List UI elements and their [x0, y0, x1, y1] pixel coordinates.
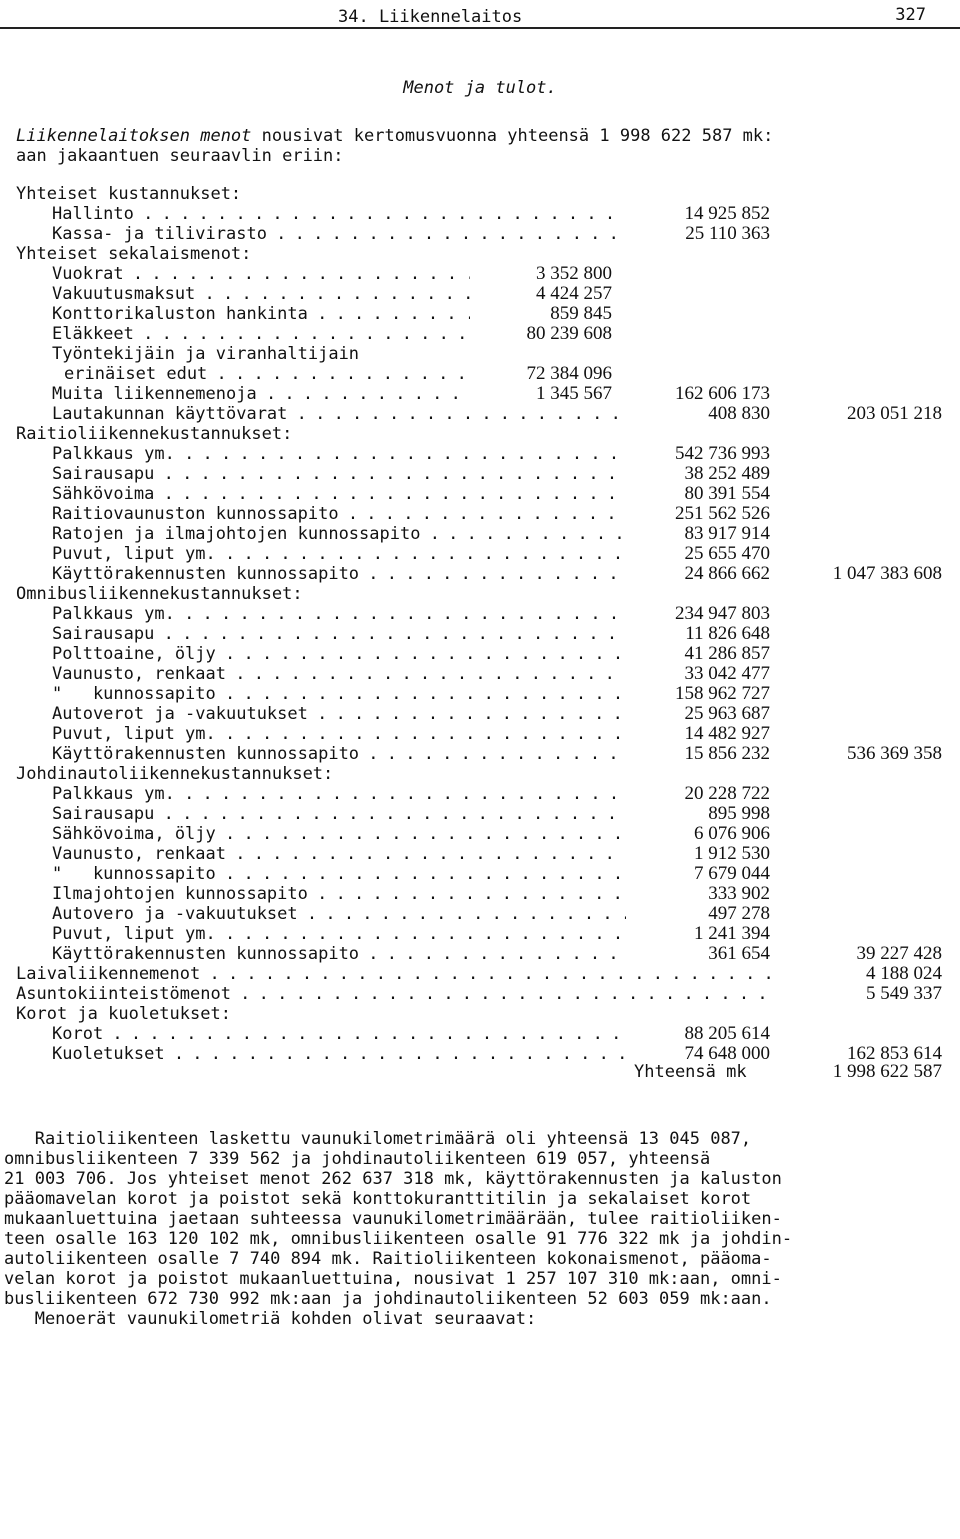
intro-lead: Liikennelaitoksen menot	[16, 126, 252, 146]
row-label: Konttorikaluston hankinta . . .	[52, 304, 470, 324]
amount-c2: 88 205 614	[684, 1023, 770, 1044]
table-row	[0, 964, 960, 984]
table-row	[0, 644, 960, 664]
table-row	[0, 764, 960, 784]
intro-line-2: aan jakaantuen seuraavlin eriin:	[16, 146, 344, 166]
row-label: Sähkövoima, öljy . . .	[52, 824, 626, 844]
amount-c2: 83 917 914	[684, 523, 770, 544]
amount-c2: 14 482 927	[684, 723, 770, 744]
table-row	[0, 244, 960, 264]
table-row	[0, 224, 960, 244]
row-heading: Yhteiset sekalaismenot:	[16, 244, 252, 264]
amount-c2: 20 228 722	[684, 783, 770, 804]
row-label: " kunnossapito . . .	[52, 684, 626, 704]
table-row	[0, 524, 960, 544]
table-row	[0, 904, 960, 924]
amount-c3: 203 051 218	[847, 403, 942, 424]
amount-c2: 74 648 000	[684, 1043, 770, 1064]
row-label: Polttoaine, öljy . . .	[52, 644, 626, 664]
row-label: Laivaliikennemenot . . .	[16, 964, 776, 984]
row-label: Käyttörakennusten kunnossapito . . .	[52, 944, 626, 964]
table-row	[0, 724, 960, 744]
amount-c2: 25 110 363	[685, 223, 770, 244]
row-label: Vakuutusmaksut . . .	[52, 284, 470, 304]
amount-c2: 25 655 470	[684, 543, 770, 564]
table-row	[0, 944, 960, 964]
paragraph-line: Menoerät vaunukilometriä kohden olivat seuraavat:	[4, 1309, 537, 1329]
amount-c3: 162 853 614	[847, 1043, 942, 1064]
row-label: Käyttörakennusten kunnossapito . . .	[52, 744, 626, 764]
table-row	[0, 504, 960, 524]
amount-c2: 542 736 993	[675, 443, 770, 464]
page-number: 327	[895, 5, 926, 25]
amount-c2: 158 962 727	[675, 683, 770, 704]
amount-c1: 72 384 096	[526, 363, 612, 384]
amount-c2: 38 252 489	[684, 463, 770, 484]
table-row	[0, 784, 960, 804]
table-row	[0, 544, 960, 564]
row-label: Palkkaus ym. . . .	[52, 444, 626, 464]
row-heading: Yhteiset kustannukset:	[16, 184, 242, 204]
table-row	[0, 324, 960, 344]
paragraph-line: teen osalle 163 120 102 mk, omnibusliikenteen osalle 91 776 322 mk ja johdin-	[4, 1229, 793, 1249]
amount-c2: 251 562 526	[675, 503, 770, 524]
row-label: Puvut, liput ym. . . .	[52, 724, 626, 744]
intro-lead-rest: nousivat kertomusvuonna yhteensä 1 998 622 587 mk:	[251, 126, 774, 146]
paragraph-line: mukaanluettuina jaetaan suhteessa vaunukilometrimäärään, tulee raitioliiken-	[4, 1209, 782, 1229]
amount-c2: 7 679 044	[694, 863, 770, 884]
amount-c2: 11 826 648	[685, 623, 770, 644]
row-label: Puvut, liput ym. . . .	[52, 544, 626, 564]
table-row	[0, 264, 960, 284]
table-row	[0, 304, 960, 324]
row-heading: Johdinautoliikennekustannukset:	[16, 764, 334, 784]
table-row	[0, 664, 960, 684]
row-label: Hallinto . . .	[52, 204, 626, 224]
amount-c2: 41 286 857	[684, 643, 770, 664]
total-row	[0, 1062, 960, 1082]
row-label: Muita liikennemenoja . . .	[52, 384, 470, 404]
table-row	[0, 344, 960, 364]
amount-c2: 24 866 662	[684, 563, 770, 584]
table-row	[0, 1044, 960, 1064]
paragraph-line: velan korot ja poistot mukaanluettuina, nousivat 1 257 107 310 mk:aan, omni-	[4, 1269, 782, 1289]
row-label: Autovero ja -vakuutukset . . .	[52, 904, 626, 924]
amount-c2: 80 391 554	[684, 483, 770, 504]
amount-c2: 408 830	[708, 403, 770, 424]
table-row	[0, 284, 960, 304]
amount-c2: 497 278	[708, 903, 770, 924]
table-row	[0, 864, 960, 884]
table-row	[0, 984, 960, 1004]
table-row	[0, 684, 960, 704]
running-head	[0, 5, 960, 29]
row-label: Vaunusto, renkaat . . .	[52, 664, 626, 684]
table-row	[0, 824, 960, 844]
row-heading: Omnibusliikennekustannukset:	[16, 584, 303, 604]
amount-c3: 5 549 337	[866, 983, 942, 1004]
amount-c2: 333 902	[708, 883, 770, 904]
chapter-title: 34. Liikennelaitos	[338, 7, 523, 27]
row-label: Raitiovaunuston kunnossapito . . .	[52, 504, 626, 524]
table-row	[0, 204, 960, 224]
row-label: Sairausapu . . .	[52, 624, 626, 644]
table-row	[0, 924, 960, 944]
table-row	[0, 804, 960, 824]
table-row	[0, 844, 960, 864]
table-row	[0, 584, 960, 604]
amount-c1: 80 239 608	[526, 323, 612, 344]
row-label: Autoverot ja -vakuutukset . . .	[52, 704, 626, 724]
amount-c1: 3 352 800	[536, 263, 612, 284]
table-row	[0, 484, 960, 504]
table-row	[0, 744, 960, 764]
table-row	[0, 424, 960, 444]
paragraph-line: busliikenteen 672 730 992 mk:aan ja johdinautoliikenteen 52 603 059 mk:aan.	[4, 1289, 772, 1309]
amount-c2: 14 925 852	[684, 203, 770, 224]
section-title: Menot ja tulot.	[403, 78, 557, 98]
amount-c2: 1 241 394	[694, 923, 770, 944]
row-heading: Korot ja kuoletukset:	[16, 1004, 231, 1024]
amount-c2: 25 963 687	[684, 703, 770, 724]
table-row	[0, 704, 960, 724]
total-label: Yhteensä mk	[634, 1062, 747, 1082]
amount-c3: 1 047 383 608	[832, 563, 942, 584]
paragraph-line: pääomavelan korot ja poistot sekä konttokuranttitilin ja sekalaiset korot	[4, 1189, 752, 1209]
amount-c2: 15 856 232	[684, 743, 770, 764]
row-label: Käyttörakennusten kunnossapito . . .	[52, 564, 626, 584]
row-label: Eläkkeet . . .	[52, 324, 470, 344]
table-row	[0, 444, 960, 464]
amount-c2: 361 654	[708, 943, 770, 964]
table-row	[0, 184, 960, 204]
paragraph-line: Raitioliikenteen laskettu vaunukilometrimäärä oli yhteensä 13 045 087,	[4, 1129, 752, 1149]
row-heading: Työntekijäin ja viranhaltijain	[52, 344, 360, 364]
row-label: Puvut, liput ym. . . .	[52, 924, 626, 944]
row-label: Sairausapu . . .	[52, 804, 626, 824]
paragraph-line: autoliikenteen osalle 7 740 894 mk. Raitioliikenteen kokonaismenot, pääoma-	[4, 1249, 772, 1269]
row-label: Sähkövoima . . .	[52, 484, 626, 504]
table-row	[0, 1024, 960, 1044]
amount-c1: 1 345 567	[536, 383, 612, 404]
amount-c2: 162 606 173	[675, 383, 770, 404]
paragraph-line: omnibusliikenteen 7 339 562 ja johdinautoliikenteen 619 057, yhteensä	[4, 1149, 711, 1169]
row-label: Palkkaus ym. . . .	[52, 784, 626, 804]
row-label: Asuntokiinteistömenot . . .	[16, 984, 776, 1004]
row-label: Sairausapu . . .	[52, 464, 626, 484]
row-label: Ilmajohtojen kunnossapito . . .	[52, 884, 626, 904]
row-heading: Raitioliikennekustannukset:	[16, 424, 293, 444]
amount-c2: 234 947 803	[675, 603, 770, 624]
intro-text	[16, 126, 951, 166]
expense-table	[0, 184, 960, 1064]
table-row	[0, 564, 960, 584]
amount-c2: 1 912 530	[694, 843, 770, 864]
table-row	[0, 884, 960, 904]
row-label: Kuoletukset . . .	[52, 1044, 626, 1064]
table-row	[0, 624, 960, 644]
row-label: erinäiset edut . . .	[64, 364, 470, 384]
row-label: Vuokrat . . .	[52, 264, 470, 284]
body-paragraph	[4, 1129, 939, 1329]
amount-c1: 4 424 257	[536, 283, 612, 304]
table-row	[0, 384, 960, 404]
row-label: Vaunusto, renkaat . . .	[52, 844, 626, 864]
table-row	[0, 464, 960, 484]
intro-line-1	[16, 126, 951, 146]
table-row	[0, 1004, 960, 1024]
amount-c2: 895 998	[708, 803, 770, 824]
row-label: Korot . . .	[52, 1024, 626, 1044]
row-label: Palkkaus ym. . . .	[52, 604, 626, 624]
row-label: Lautakunnan käyttövarat . . .	[52, 404, 626, 424]
table-row	[0, 404, 960, 424]
paragraph-line: 21 003 706. Jos yhteiset menot 262 637 318 mk, käyttörakennusten ja kaluston	[4, 1169, 782, 1189]
total-value: 1 998 622 587	[832, 1061, 942, 1082]
row-label: Kassa- ja tilivirasto . . .	[52, 224, 626, 244]
amount-c3: 39 227 428	[856, 943, 942, 964]
amount-c2: 6 076 906	[694, 823, 770, 844]
amount-c2: 33 042 477	[684, 663, 770, 684]
row-label: " kunnossapito . . .	[52, 864, 626, 884]
amount-c3: 536 369 358	[847, 743, 942, 764]
amount-c3: 4 188 024	[866, 963, 942, 984]
amount-c1: 859 845	[550, 303, 612, 324]
table-row	[0, 364, 960, 384]
table-row	[0, 604, 960, 624]
row-label: Ratojen ja ilmajohtojen kunnossapito . . .	[52, 524, 626, 544]
